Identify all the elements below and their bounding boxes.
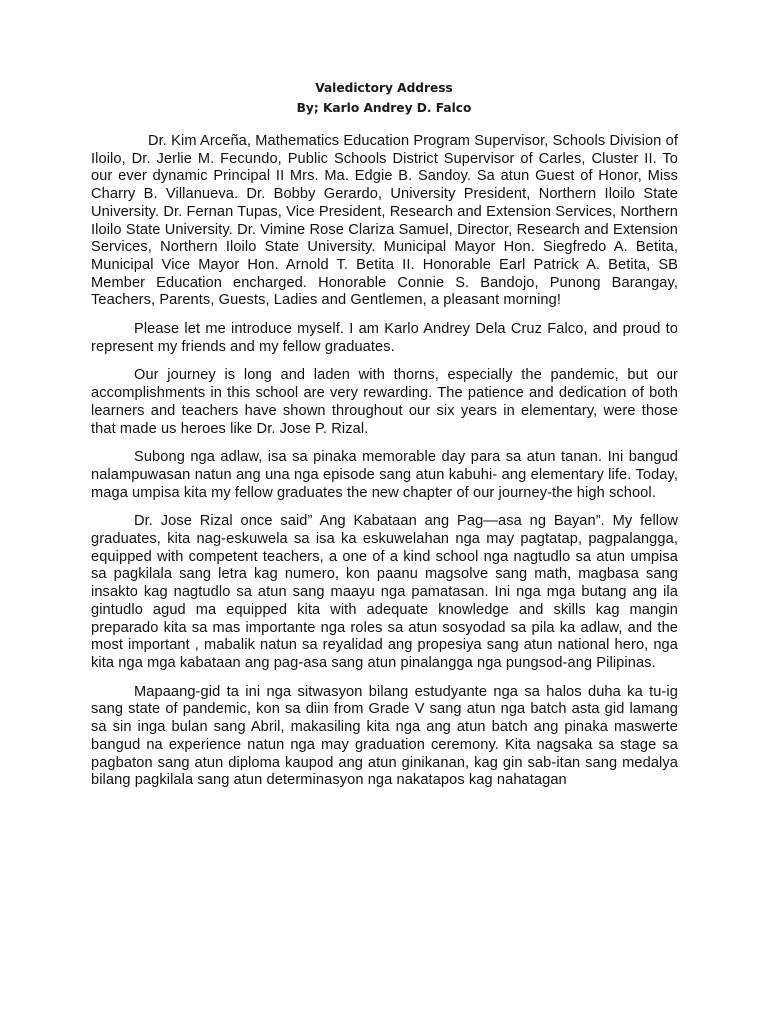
paragraph-journey: Our journey is long and laden with thorns, especially the pandemic, but our accomplishments in this school are very rewarding. The patience and dedication of both learners and teachers have shown throughout our six years in elementary, were those that made us heroes like Dr. Jose P. Rizal. [91, 367, 678, 437]
document-body [91, 133, 678, 801]
paragraph-introduction: Please let me introduce myself. I am Karlo Andrey Dela Cruz Falco, and proud to represent my friends and my fellow graduates. [91, 321, 678, 355]
paragraph-rizal-quote: Dr. Jose Rizal once said” Ang Kabataan ang Pag—asa ng Bayan”. My fellow graduates, kita nag-eskuwela sa isa ka eskuwelahan nga may pagtatap, pagpalangga, equipped with competent teachers, a one of a kind school nga nagtudlo sa atun umpisa sa pagkilala sang letra kag numero, kon paanu magsolve sang math, magbasa sang insakto kag nagtudlo sa atun sang maayu nga pamatasan. Ini nga mga butang ang ila gintudlo agud ma equipped kita with adequate knowledge and skills kag mangin preparado kita sa mas importante nga roles sa atun sosyodad sa pila ka adlaw, and the most important , mabalik natun sa reyalidad ang propesiya sang atun national hero, nga kita nga mga kabataan ang pag-asa sang atun pinalangga nga pungsod-ang Pilipinas. [91, 513, 678, 671]
document-byline: By; Karlo Andrey D. Falco [296, 101, 472, 115]
document-header [0, 78, 768, 118]
document-title: Valedictory Address [315, 81, 453, 95]
paragraph-pandemic: Mapaang-gid ta ini nga sitwasyon bilang estudyante nga sa halos duha ka tu-ig sang state of pandemic, kon sa diin from Grade V sang atun nga batch asta gid lamang sa sin inga bulan sang Abril, makasiling kita nga ang atun batch ang pinaka maswerte bangud na experience natun nga may graduation ceremony. Kita nagsaka sa stage sa pagbaton sang atun diploma kaupod ang atun ginikanan, kag gin sab-itan sang medalya bilang pagkilala sang atun determinasyon nga nakatapos kag nahatagan [91, 683, 678, 789]
paragraph-today: Subong nga adlaw, isa sa pinaka memorable day para sa atun tanan. Ini bangud nalampuwasan natun ang una nga episode sang atun kabuhi- ang elementary life. Today, maga umpisa kita my fellow graduates the new chapter of our journey-the high school. [91, 449, 678, 501]
paragraph-salutation: Dr. Kim Arceña, Mathematics Education Program Supervisor, Schools Division of Iloilo, Dr. Jerlie M. Fecundo, Public Schools District Supervisor of Carles, Cluster II. To our ever dynamic Principal II Mrs. Ma. Edgie B. Sandoy. Sa atun Guest of Honor, Miss Charry B. Villanueva. Dr. Bobby Gerardo, University President, Northern Iloilo State University. Dr. Fernan Tupas, Vice President, Research and Extension Services, Northern Iloilo State University. Dr. Vimine Rose Clariza Samuel, Director, Research and Extension Services, Northern Iloilo State University. Municipal Mayor Hon. Siegfredo A. Betita, Municipal Vice Mayor Hon. Arnold T. Betita II. Honorable Earl Patrick A. Betita, SB Member Education encharged. Honorable Connie S. Bandojo, Punong Barangay, Teachers, Parents, Guests, Ladies and Gentlemen, a pleasant morning! [91, 133, 678, 309]
